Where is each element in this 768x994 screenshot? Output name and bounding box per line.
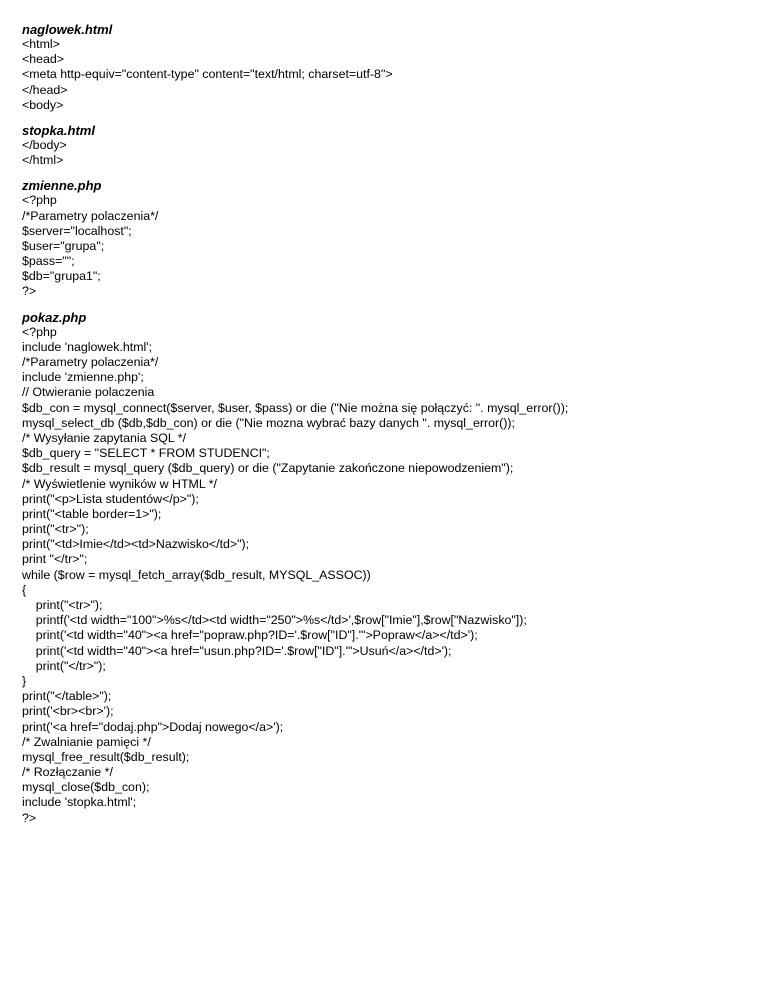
- code-line: {: [22, 582, 27, 597]
- code-line: <meta http-equiv="content-type" content="text/html; charset=utf-8">: [22, 67, 393, 82]
- document-page: [22, 22, 752, 836]
- code-line: /*Parametry polaczenia*/: [22, 355, 159, 369]
- code-line: <?php: [22, 324, 57, 339]
- code-line: $pass="";: [22, 254, 75, 269]
- code-line: /* Zwalnianie pamięci */: [22, 734, 151, 749]
- code-line: print('<td width="40"><a href="usun.php?ID='.$row["ID"].'">Usuń</a></td>');: [22, 643, 452, 658]
- code-line: include 'zmienne.php';: [22, 370, 144, 385]
- code-line: print('<td width="40"><a href="popraw.php?ID='.$row["ID"].'">Popraw</a></td>');: [22, 628, 478, 643]
- code-line: }: [22, 673, 27, 688]
- code-line: $db_con = mysql_connect($server, $user, $pass) or die ("Nie można się połączyć: ". mysql_error());: [22, 400, 569, 415]
- code-line: /* Wyświetlenie wyników w HTML */: [22, 476, 217, 491]
- code-line: $db_query = "SELECT * FROM STUDENCI";: [22, 446, 270, 461]
- code-line: print("<tr>");: [22, 598, 103, 612]
- section-filename: stopka.html: [22, 122, 95, 138]
- code-section: [22, 123, 752, 168]
- code-line: <?php: [22, 193, 57, 208]
- section-filename: pokaz.php: [22, 309, 87, 325]
- code-line: print('<a href="dodaj.php">Dodaj nowego</a>');: [22, 719, 284, 734]
- code-line: ?>: [22, 810, 37, 825]
- section-filename: zmienne.php: [22, 178, 102, 194]
- code-line: $user="grupa";: [22, 238, 105, 253]
- code-line: /*Parametry polaczenia*/: [22, 208, 159, 223]
- code-line: print "</tr>";: [22, 552, 88, 567]
- code-line: print("<td>Imie</td><td>Nazwisko</td>");: [22, 537, 250, 552]
- code-line: <html>: [22, 37, 60, 51]
- code-line: </head>: [22, 82, 68, 97]
- code-section: [22, 22, 752, 113]
- code-line: ?>: [22, 284, 37, 299]
- code-line: print("</tr>");: [22, 658, 106, 673]
- code-line: print('<br><br>');: [22, 704, 114, 719]
- code-line: print("<p>Lista studentów</p>");: [22, 491, 199, 506]
- code-line: include 'stopka.html';: [22, 795, 137, 810]
- code-line: /* Rozłączanie */: [22, 765, 113, 780]
- code-line: $server="localhost";: [22, 223, 132, 238]
- code-section: [22, 310, 752, 826]
- code-line: <head>: [22, 52, 65, 67]
- code-line: mysql_select_db ($db,$db_con) or die ("Nie mozna wybrać bazy danych ". mysql_error());: [22, 415, 515, 430]
- code-line: </body>: [22, 137, 67, 152]
- code-line: // Otwieranie polaczenia: [22, 385, 155, 400]
- code-line: $db_result = mysql_query ($db_query) or die ("Zapytanie zakończone niepowodzeniem");: [22, 461, 514, 476]
- code-line: $db="grupa1";: [22, 269, 101, 284]
- code-line: printf('<td width="100">%s</td><td width="250">%s</td>',$row["Imie"],$row["Nazwisko"]);: [22, 613, 527, 628]
- code-line: while ($row = mysql_fetch_array($db_result, MYSQL_ASSOC)): [22, 567, 371, 582]
- code-line: /* Wysyłanie zapytania SQL */: [22, 430, 187, 445]
- code-line: include 'naglowek.html';: [22, 339, 153, 354]
- code-line: print("<tr>");: [22, 522, 89, 537]
- code-line: print("</table>");: [22, 689, 112, 704]
- code-line: <body>: [22, 97, 64, 112]
- code-line: print("<table border=1>");: [22, 506, 162, 521]
- code-line: </html>: [22, 153, 64, 168]
- code-sections: [22, 22, 752, 826]
- code-line: mysql_close($db_con);: [22, 780, 150, 795]
- section-filename: naglowek.html: [22, 22, 113, 37]
- code-line: mysql_free_result($db_result);: [22, 749, 190, 764]
- code-section: [22, 178, 752, 299]
